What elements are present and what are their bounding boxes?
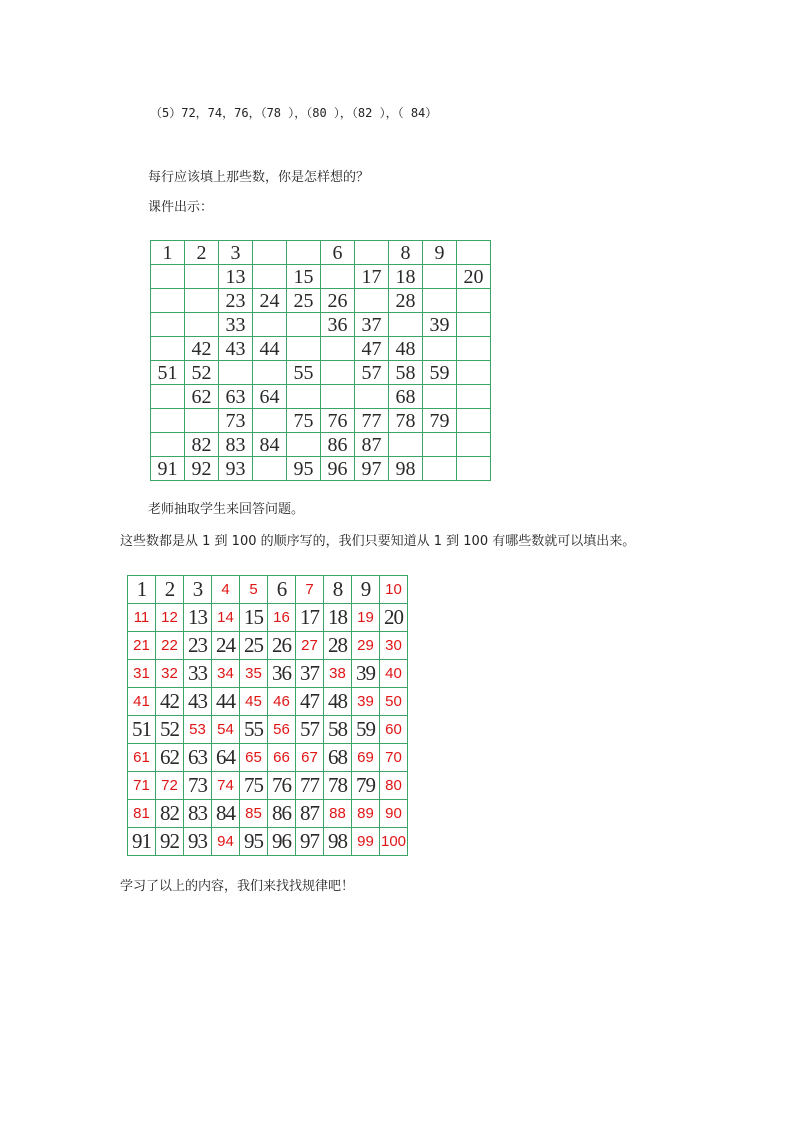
grid-cell: 33 <box>219 313 253 337</box>
grid-cell: 10 <box>380 576 408 604</box>
grid-cell: 77 <box>296 772 324 800</box>
grid-cell: 80 <box>380 772 408 800</box>
grid-row <box>128 828 408 856</box>
grid-row <box>128 800 408 828</box>
grid-cell: 7 <box>296 576 324 604</box>
grid-cell: 64 <box>212 744 240 772</box>
grid-cell: 59 <box>423 361 457 385</box>
grid-cell: 63 <box>219 385 253 409</box>
grid-cell <box>287 433 321 457</box>
grid-cell: 55 <box>240 716 268 744</box>
grid-row <box>151 241 491 265</box>
grid-cell: 39 <box>352 660 380 688</box>
grid-cell <box>185 265 219 289</box>
grid-cell: 6 <box>268 576 296 604</box>
grid-cell: 24 <box>212 632 240 660</box>
grid-row <box>151 337 491 361</box>
grid-cell: 37 <box>296 660 324 688</box>
grid-cell: 43 <box>219 337 253 361</box>
grid-cell: 57 <box>296 716 324 744</box>
grid-cell: 32 <box>156 660 184 688</box>
grid-cell: 28 <box>389 289 423 313</box>
grid-cell: 92 <box>185 457 219 481</box>
grid-row <box>128 744 408 772</box>
grid-cell: 58 <box>324 716 352 744</box>
grid-cell: 9 <box>423 241 457 265</box>
grid-cell <box>389 433 423 457</box>
grid-cell <box>287 313 321 337</box>
grid-cell <box>151 289 185 313</box>
grid-cell: 44 <box>212 688 240 716</box>
grid-cell <box>253 361 287 385</box>
grid-cell: 67 <box>296 744 324 772</box>
grid-cell <box>321 337 355 361</box>
grid-cell <box>423 457 457 481</box>
grid-cell <box>423 289 457 313</box>
grid-cell: 43 <box>184 688 212 716</box>
grid-cell: 98 <box>389 457 423 481</box>
grid-cell <box>151 265 185 289</box>
grid-cell: 1 <box>128 576 156 604</box>
grid-cell: 93 <box>184 828 212 856</box>
grid-cell: 82 <box>156 800 184 828</box>
grid-cell: 75 <box>287 409 321 433</box>
grid-cell: 95 <box>287 457 321 481</box>
grid-cell: 39 <box>352 688 380 716</box>
question-text: 每行应该填上那些数，你是怎样想的？ <box>148 170 370 185</box>
grid-cell: 68 <box>324 744 352 772</box>
grid-cell: 63 <box>184 744 212 772</box>
grid-cell: 73 <box>219 409 253 433</box>
grid-cell: 45 <box>240 688 268 716</box>
grid-cell: 96 <box>321 457 355 481</box>
grid-cell: 20 <box>457 265 491 289</box>
grid-cell <box>389 313 423 337</box>
grid-cell: 8 <box>389 241 423 265</box>
grid-cell <box>151 385 185 409</box>
grid-cell: 25 <box>240 632 268 660</box>
grid-cell <box>151 313 185 337</box>
grid-cell: 51 <box>128 716 156 744</box>
grid-cell: 99 <box>352 828 380 856</box>
grid-cell <box>185 289 219 313</box>
grid-cell: 91 <box>151 457 185 481</box>
grid-cell: 34 <box>212 660 240 688</box>
grid-row <box>151 457 491 481</box>
grid-cell: 37 <box>355 313 389 337</box>
grid-cell: 31 <box>128 660 156 688</box>
grid-cell <box>457 385 491 409</box>
grid-cell: 97 <box>296 828 324 856</box>
grid-cell: 72 <box>156 772 184 800</box>
grid-cell: 39 <box>423 313 457 337</box>
grid-row <box>151 433 491 457</box>
sequence-exercise-line: （5）72，74，76，（78 ），（80 ），（82 ），（ 84） <box>150 106 438 120</box>
grid-row <box>151 409 491 433</box>
grid-cell: 22 <box>156 632 184 660</box>
grid-cell: 47 <box>296 688 324 716</box>
grid-cell: 82 <box>185 433 219 457</box>
grid-cell: 83 <box>219 433 253 457</box>
grid-cell <box>355 241 389 265</box>
grid-row <box>128 716 408 744</box>
grid-cell: 52 <box>156 716 184 744</box>
grid-cell: 38 <box>324 660 352 688</box>
grid-cell: 73 <box>184 772 212 800</box>
grid-cell <box>423 337 457 361</box>
courseware-label: 课件出示： <box>148 200 214 215</box>
grid-row <box>128 576 408 604</box>
grid-cell: 26 <box>321 289 355 313</box>
grid-cell: 48 <box>324 688 352 716</box>
grid-cell: 87 <box>355 433 389 457</box>
grid-cell: 76 <box>268 772 296 800</box>
grid-row <box>151 385 491 409</box>
grid-row <box>151 265 491 289</box>
grid-cell <box>423 385 457 409</box>
grid-cell: 66 <box>268 744 296 772</box>
grid-cell <box>185 409 219 433</box>
grid-row <box>151 361 491 385</box>
grid-cell: 3 <box>184 576 212 604</box>
grid-cell: 15 <box>287 265 321 289</box>
grid-cell <box>355 289 389 313</box>
grid-cell: 24 <box>253 289 287 313</box>
grid-cell: 97 <box>355 457 389 481</box>
grid-cell: 40 <box>380 660 408 688</box>
grid-cell: 87 <box>296 800 324 828</box>
grid-cell: 54 <box>212 716 240 744</box>
grid-cell: 41 <box>128 688 156 716</box>
grid-cell: 89 <box>352 800 380 828</box>
grid-cell: 35 <box>240 660 268 688</box>
grid-row <box>128 688 408 716</box>
grid-cell: 36 <box>321 313 355 337</box>
grid-cell <box>457 361 491 385</box>
grid-cell: 2 <box>156 576 184 604</box>
grid-cell: 19 <box>352 604 380 632</box>
grid-cell: 79 <box>423 409 457 433</box>
grid-cell: 76 <box>321 409 355 433</box>
grid-row <box>151 289 491 313</box>
complete-hundred-chart <box>127 575 408 856</box>
grid-cell: 46 <box>268 688 296 716</box>
grid-cell: 50 <box>380 688 408 716</box>
grid-cell <box>321 265 355 289</box>
grid-cell: 65 <box>240 744 268 772</box>
grid-cell <box>457 409 491 433</box>
grid-cell <box>253 409 287 433</box>
grid-cell: 11 <box>128 604 156 632</box>
grid-cell <box>253 457 287 481</box>
grid-cell: 91 <box>128 828 156 856</box>
grid-cell: 13 <box>219 265 253 289</box>
grid-cell: 71 <box>128 772 156 800</box>
grid-cell: 62 <box>185 385 219 409</box>
grid-cell <box>287 241 321 265</box>
grid-cell: 84 <box>253 433 287 457</box>
grid-cell: 26 <box>268 632 296 660</box>
grid-cell: 58 <box>389 361 423 385</box>
grid-cell: 47 <box>355 337 389 361</box>
grid-row <box>151 313 491 337</box>
grid-row <box>128 632 408 660</box>
grid-cell: 59 <box>352 716 380 744</box>
grid-cell <box>457 313 491 337</box>
grid-cell: 25 <box>287 289 321 313</box>
explanation-text: 这些数都是从 1 到 100 的顺序写的，我们只要知道从 1 到 100 有哪些数就可以填出来。 <box>120 534 636 549</box>
grid-cell: 20 <box>380 604 408 632</box>
grid-cell: 42 <box>156 688 184 716</box>
grid-cell <box>423 433 457 457</box>
grid-cell: 64 <box>253 385 287 409</box>
grid-cell: 77 <box>355 409 389 433</box>
grid-cell: 55 <box>287 361 321 385</box>
grid-cell: 17 <box>355 265 389 289</box>
partial-hundred-chart <box>150 240 491 481</box>
grid-cell: 17 <box>296 604 324 632</box>
grid-cell <box>287 337 321 361</box>
grid-cell: 18 <box>324 604 352 632</box>
grid-cell <box>457 337 491 361</box>
grid-cell: 13 <box>184 604 212 632</box>
grid-cell: 98 <box>324 828 352 856</box>
grid-cell: 86 <box>268 800 296 828</box>
grid-cell <box>457 289 491 313</box>
grid-cell: 69 <box>352 744 380 772</box>
grid-cell: 8 <box>324 576 352 604</box>
grid-cell: 78 <box>389 409 423 433</box>
grid-cell: 95 <box>240 828 268 856</box>
grid-cell <box>151 409 185 433</box>
grid-row <box>128 604 408 632</box>
grid-cell <box>355 385 389 409</box>
grid-cell: 94 <box>212 828 240 856</box>
grid-cell <box>457 433 491 457</box>
grid-cell: 18 <box>389 265 423 289</box>
grid-cell: 36 <box>268 660 296 688</box>
grid-cell: 68 <box>389 385 423 409</box>
grid-row <box>128 660 408 688</box>
grid-cell: 15 <box>240 604 268 632</box>
grid-cell <box>151 337 185 361</box>
grid-cell: 30 <box>380 632 408 660</box>
grid-cell: 42 <box>185 337 219 361</box>
grid-cell: 75 <box>240 772 268 800</box>
grid-cell <box>423 265 457 289</box>
grid-cell: 52 <box>185 361 219 385</box>
grid-cell: 44 <box>253 337 287 361</box>
grid-cell: 6 <box>321 241 355 265</box>
grid-cell <box>151 433 185 457</box>
grid-cell: 62 <box>156 744 184 772</box>
grid-cell <box>457 457 491 481</box>
grid-cell: 5 <box>240 576 268 604</box>
grid-cell: 57 <box>355 361 389 385</box>
grid-cell: 1 <box>151 241 185 265</box>
grid-cell <box>253 313 287 337</box>
grid-cell: 27 <box>296 632 324 660</box>
teacher-note: 老师抽取学生来回答问题。 <box>148 502 305 517</box>
grid-cell: 9 <box>352 576 380 604</box>
closing-text: 学习了以上的内容，我们来找找规律吧！ <box>120 879 355 894</box>
grid-cell: 86 <box>321 433 355 457</box>
grid-cell <box>185 313 219 337</box>
grid-cell <box>219 361 253 385</box>
grid-cell: 51 <box>151 361 185 385</box>
grid-cell: 93 <box>219 457 253 481</box>
grid-cell: 96 <box>268 828 296 856</box>
grid-cell: 14 <box>212 604 240 632</box>
grid-row <box>128 772 408 800</box>
grid-cell: 53 <box>184 716 212 744</box>
grid-cell: 28 <box>324 632 352 660</box>
grid-cell <box>321 385 355 409</box>
grid-cell: 100 <box>380 828 408 856</box>
grid-cell: 74 <box>212 772 240 800</box>
grid-cell: 61 <box>128 744 156 772</box>
grid-cell: 88 <box>324 800 352 828</box>
grid-cell: 23 <box>184 632 212 660</box>
grid-cell: 12 <box>156 604 184 632</box>
grid-cell: 23 <box>219 289 253 313</box>
grid-cell: 78 <box>324 772 352 800</box>
grid-cell <box>253 265 287 289</box>
grid-cell: 21 <box>128 632 156 660</box>
grid-cell: 84 <box>212 800 240 828</box>
grid-cell: 33 <box>184 660 212 688</box>
grid-cell: 2 <box>185 241 219 265</box>
grid-cell: 3 <box>219 241 253 265</box>
grid-cell <box>321 361 355 385</box>
grid-cell: 60 <box>380 716 408 744</box>
grid-cell <box>457 241 491 265</box>
grid-cell: 92 <box>156 828 184 856</box>
grid-cell: 70 <box>380 744 408 772</box>
grid-cell: 85 <box>240 800 268 828</box>
grid-cell: 29 <box>352 632 380 660</box>
grid-cell: 81 <box>128 800 156 828</box>
grid-cell: 4 <box>212 576 240 604</box>
grid-cell <box>253 241 287 265</box>
grid-cell: 48 <box>389 337 423 361</box>
grid-cell: 83 <box>184 800 212 828</box>
grid-cell: 16 <box>268 604 296 632</box>
grid-cell: 56 <box>268 716 296 744</box>
grid-cell: 79 <box>352 772 380 800</box>
grid-cell: 90 <box>380 800 408 828</box>
grid-cell <box>287 385 321 409</box>
